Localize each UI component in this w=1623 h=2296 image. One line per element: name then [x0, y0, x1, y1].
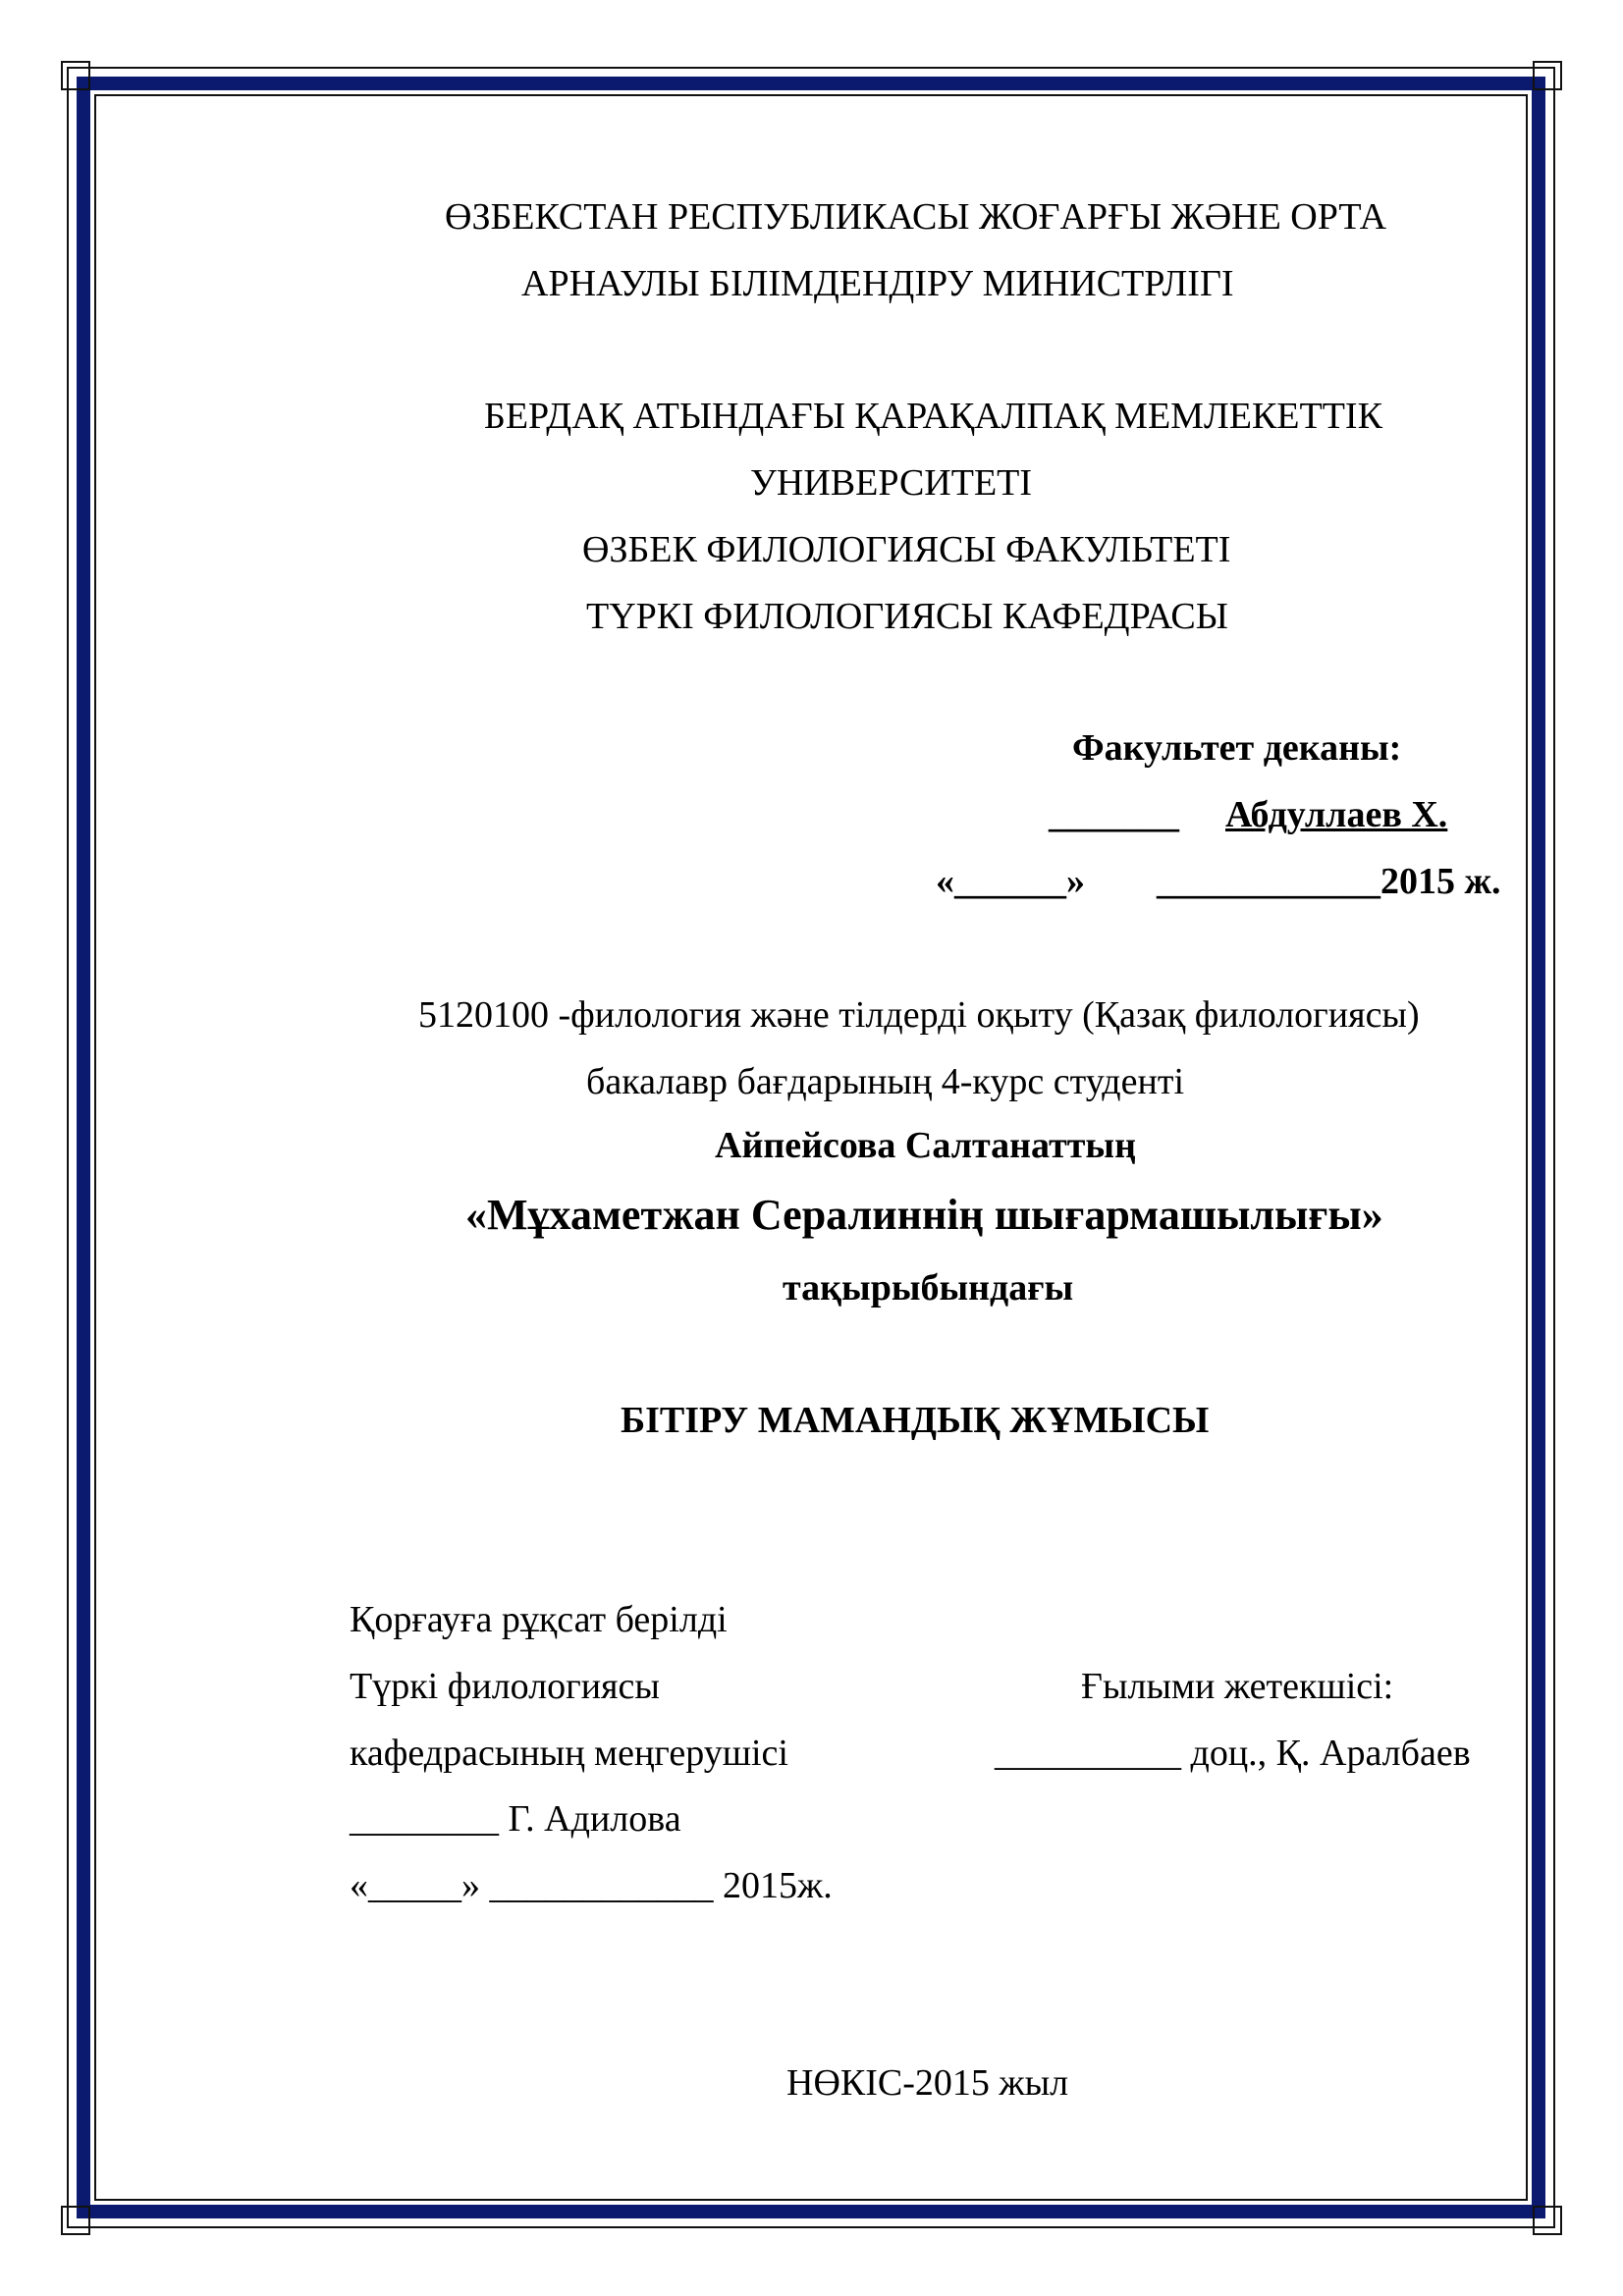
defense-permission: Қорғауға рұқсат берілді [350, 1599, 728, 1640]
department-name: ТҮРКІ ФИЛОЛОГИЯСЫ КАФЕДРАСЫ [586, 596, 1228, 637]
dean-date-month-year: ____________2015 ж. [1157, 861, 1501, 902]
border-corner-bottom-left [61, 2206, 90, 2235]
department-head-line-2: кафедрасының меңгерушісі [350, 1733, 788, 1774]
city-year: НӨКІС-2015 жыл [786, 2062, 1069, 2104]
topic-suffix: тақырыбындағы [783, 1267, 1074, 1308]
student-name: Айпейсова Салтанаттың [715, 1125, 1136, 1166]
university-line-1: БЕРДАҚ АТЫНДАҒЫ ҚАРАҚАЛПАҚ МЕМЛЕКЕТТІК [484, 396, 1382, 437]
department-head-line-1: Түркі филологиясы [350, 1666, 660, 1707]
ministry-line-2: АРНАУЛЫ БІЛІМДЕНДІРУ МИНИСТРЛІГІ [521, 263, 1234, 304]
border-corner-top-left [61, 61, 90, 90]
program-line: 5120100 -филология және тілдерді оқыту (Қазақ филологиясы) [418, 994, 1420, 1036]
course-line: бакалавр бағдарының 4-курс студенті [586, 1061, 1185, 1102]
dean-signature-blank: _______ [1049, 794, 1179, 835]
dean-title: Факультет деканы: [1072, 727, 1402, 769]
thesis-title: «Мұхаметжан Сералиннің шығармашылығы» [465, 1191, 1383, 1239]
supervisor-title: Ғылыми жетекшісі: [1081, 1666, 1394, 1707]
approval-date: «_____» ____________ 2015ж. [350, 1865, 833, 1906]
department-head-signature: ________ Г. Адилова [350, 1798, 681, 1840]
faculty-name: ӨЗБЕК ФИЛОЛОГИЯСЫ ФАКУЛЬТЕТІ [582, 529, 1231, 570]
border-corner-bottom-right [1533, 2206, 1562, 2235]
dean-name: Абдуллаев Х. [1225, 794, 1448, 835]
work-type: БІТІРУ МАМАНДЫҚ ЖҰМЫСЫ [621, 1400, 1210, 1441]
university-line-2: УНИВЕРСИТЕТІ [750, 462, 1033, 504]
supervisor-signature: __________ доц., Қ. Аралбаев [995, 1733, 1471, 1774]
dean-date-day: «______» [936, 861, 1085, 902]
ministry-line-1: ӨЗБЕКСТАН РЕСПУБЛИКАСЫ ЖОҒАРҒЫ ЖӘНЕ ОРТА [445, 196, 1387, 238]
border-corner-top-right [1533, 61, 1562, 90]
